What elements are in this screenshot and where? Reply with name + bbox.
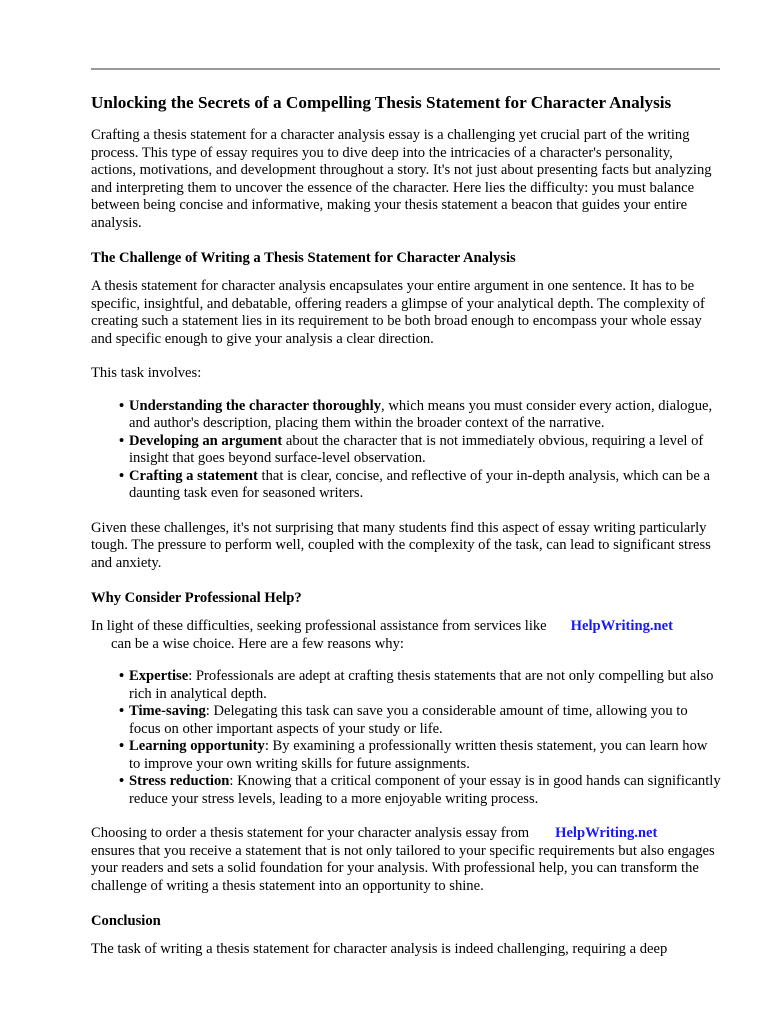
list-item-text: about the character that is not immediately obvious, requiring a level of insight that goes beyond surface-level observation. bbox=[129, 432, 704, 466]
reasons-list bbox=[91, 668, 721, 808]
help-lead-before: In light of these difficulties, seeking professional assistance from services like bbox=[91, 618, 547, 634]
page-title: Unlocking the Secrets of a Compelling Thesis Statement for Character Analysis bbox=[91, 93, 672, 112]
list-item-bold: Developing an argument bbox=[129, 432, 283, 449]
list-item bbox=[119, 773, 721, 808]
involves-text: This task involves: bbox=[91, 365, 202, 381]
list-item-bold: Stress reduction bbox=[129, 773, 230, 789]
conclusion-paragraph: The task of writing a thesis statement for character analysis is indeed challenging, requiring a deep bbox=[91, 941, 668, 957]
choose-after: ensures that you receive a statement that is not only tailored to your specific requirements but also engages your readers and sets a solid foundation for your analysis. With professional help, you can transform the challenge of writing a thesis statement into an opportunity to shine. bbox=[91, 842, 715, 894]
challenge-after-paragraph: Given these challenges, it's not surprising that many students find this aspect of essay writing particularly tough. The pressure to perform well, coupled with the complexity of the task, can lead to significant stress and anxiety. bbox=[91, 519, 711, 571]
list-item bbox=[119, 738, 721, 773]
bullet-icon: • bbox=[119, 432, 125, 449]
bullet-icon: • bbox=[119, 668, 125, 684]
list-item-text: , which means you must consider every action, dialogue, and author's description, placing them within the broader context of the narrative. bbox=[129, 397, 713, 431]
choose-paragraph bbox=[91, 825, 721, 895]
list-item-text: : By examining a professionally written thesis statement, you can learn how to improve your own writing skills for future assignments. bbox=[129, 738, 708, 772]
list-item bbox=[119, 668, 721, 703]
bullet-icon: • bbox=[119, 703, 125, 719]
challenge-list bbox=[91, 398, 721, 503]
list-item-text: : Delegating this task can save you a considerable amount of time, allowing you to focus on other important aspects of your study or life. bbox=[129, 703, 688, 737]
help-lead-after: can be a wise choice. Here are a few reasons why: bbox=[111, 635, 404, 652]
list-item-bold: Understanding the character thoroughly bbox=[129, 397, 382, 414]
help-heading: Why Consider Professional Help? bbox=[91, 590, 302, 606]
list-item-bold: Time-saving bbox=[129, 703, 206, 719]
list-item bbox=[119, 397, 721, 433]
challenge-heading: The Challenge of Writing a Thesis Statement for Character Analysis bbox=[91, 250, 516, 266]
list-item bbox=[119, 467, 721, 503]
intro-paragraph: Crafting a thesis statement for a character analysis essay is a challenging yet crucial part of the writing process. This type of essay requires you to dive deep into the intricacies of a character's personality, actions, motivations, and development throughout a story. It's not just about presenting facts but analyzing and interpreting them to uncover the essence of the character. Here lies the difficulty: you must balance between being concise and informative, making your thesis statement a beacon that guides your entire analysis. bbox=[91, 127, 712, 231]
list-item-text: : Knowing that a critical component of your essay is in good hands can significantly reduce your stress levels, leading to a more enjoyable writing process. bbox=[129, 773, 721, 807]
help-lead-paragraph bbox=[91, 618, 721, 653]
document-page bbox=[91, 93, 721, 976]
bullet-icon: • bbox=[119, 467, 125, 484]
challenge-paragraph: A thesis statement for character analysis encapsulates your entire argument in one sentence. It has to be specific, insightful, and debatable, offering readers a glimpse of your analytical depth. The complexity of creating such a statement lies in its requirement to be both broad enough to encompass your whole essay and specific enough to give your analysis a clear direction. bbox=[91, 278, 705, 347]
bullet-icon: • bbox=[119, 773, 125, 789]
conclusion-heading: Conclusion bbox=[91, 913, 161, 929]
helpwriting-link-2[interactable]: HelpWriting.net bbox=[555, 825, 658, 841]
list-item-text: : Professionals are adept at crafting thesis statements that are not only compelling but also rich in analytical depth. bbox=[129, 668, 714, 702]
list-item-bold: Learning opportunity bbox=[129, 738, 265, 754]
top-rule bbox=[91, 68, 720, 70]
bullet-icon: • bbox=[119, 397, 125, 414]
bullet-icon: • bbox=[119, 738, 125, 754]
list-item bbox=[119, 432, 721, 468]
list-item-bold: Expertise bbox=[129, 668, 189, 684]
list-item-text: that is clear, concise, and reflective of your in-depth analysis, which can be a daunting task even for seasoned writers. bbox=[129, 467, 710, 501]
list-item bbox=[119, 703, 721, 738]
list-item-bold: Crafting a statement bbox=[129, 467, 258, 484]
choose-before: Choosing to order a thesis statement for your character analysis essay from bbox=[91, 825, 530, 841]
helpwriting-link[interactable]: HelpWriting.net bbox=[570, 618, 673, 634]
